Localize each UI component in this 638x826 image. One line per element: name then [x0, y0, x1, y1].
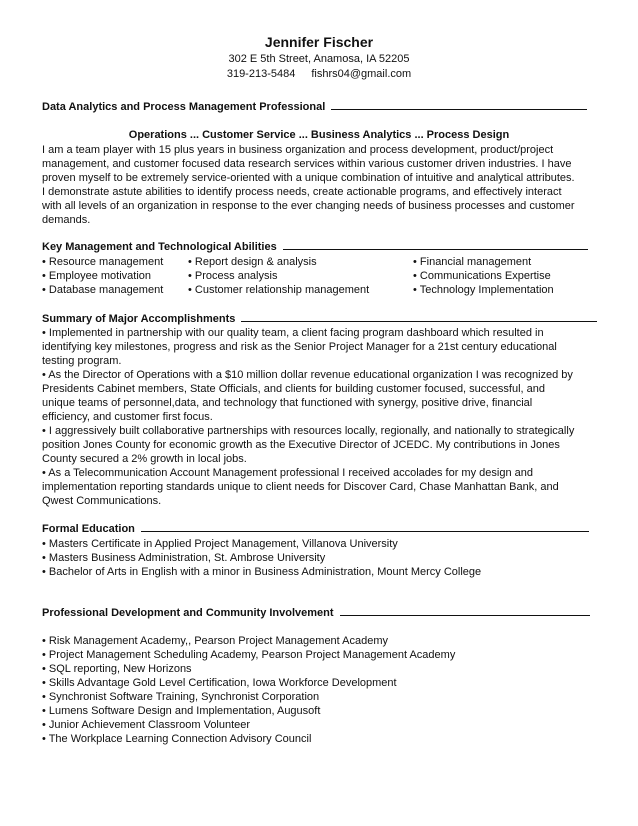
- email: fishrs04@gmail.com: [311, 68, 412, 80]
- development-item: • Project Management Scheduling Academy, Pearson Project Management Academy: [42, 649, 456, 661]
- ability-item: • Database management: [42, 284, 164, 296]
- accomplishment-line: Presidents Cabinet members, State Officials, and clients for building customer focused, successful, and: [42, 383, 545, 395]
- accomplishment-line: • As a Telecommunication Account Management professional I received accolades for my design and: [42, 467, 533, 479]
- accomplishment-line: Qwest Communications.: [42, 495, 162, 507]
- contact-line: [0, 68, 638, 80]
- education-item: • Bachelor of Arts in English with a minor in Business Administration, Mount Mercy College: [42, 566, 482, 578]
- heading-rule: [141, 531, 589, 532]
- accomplishments-heading-text: Summary of Major Accomplishments: [42, 313, 236, 325]
- development-item: • SQL reporting, New Horizons: [42, 663, 192, 675]
- phone: 319-213-5484: [226, 68, 296, 80]
- accomplishment-line: unique teams of personnel,data, and technology that functioned with synergy, positive drive, financial: [42, 397, 533, 409]
- summary-line: proven myself to be extremely service-oriented with a unique combination of intuitive and analytical attributes.: [42, 172, 575, 184]
- ability-item: • Communications Expertise: [413, 270, 551, 282]
- ability-item: • Financial management: [413, 256, 532, 268]
- summary-line: I demonstrate astute abilities to identify process needs, create actionable programs, and effectively interact: [42, 186, 562, 198]
- education-item: • Masters Certificate in Applied Project Management, Villanova University: [42, 538, 398, 550]
- accomplishment-line: efficiency, and customer first focus.: [42, 411, 213, 423]
- address: 302 E 5th Street, Anamosa, IA 52205: [228, 53, 410, 65]
- ability-item: • Customer relationship management: [188, 284, 370, 296]
- heading-rule: [340, 615, 590, 616]
- ability-item: • Report design & analysis: [188, 256, 317, 268]
- accomplishment-line: • Implemented in partnership with our quality team, a client facing program dashboard which resulted in: [42, 327, 544, 339]
- development-item: • Junior Achievement Classroom Volunteer: [42, 719, 251, 731]
- accomplishment-line: implementation reporting standards unique to client needs for Discover Card, Chase Manhattan Bank, and: [42, 481, 559, 493]
- heading-rule: [331, 109, 587, 110]
- accomplishments-heading: [42, 312, 597, 326]
- education-item: • Masters Business Administration, St. Ambrose University: [42, 552, 326, 564]
- accomplishment-line: • I aggressively built collaborative partnerships with resources locally, regionally, and nationally to strategically: [42, 425, 575, 437]
- accomplishment-line: identifying key milestones, progress and risk as the Senior Project Manager for a 21st century educational: [42, 341, 557, 353]
- summary-line: I am a team player with 15 plus years in business organization and process development, product/project: [42, 144, 554, 156]
- tagline: Operations ... Customer Service ... Business Analytics ... Process Design: [128, 129, 510, 141]
- summary-line: with all levels of an organization in response to the ever changing needs of business processes and customer: [42, 200, 575, 212]
- ability-item: • Employee motivation: [42, 270, 152, 282]
- accomplishment-line: County secured a 2% growth in local jobs.: [42, 453, 247, 465]
- ability-item: • Resource management: [42, 256, 164, 268]
- development-item: • The Workplace Learning Connection Advisory Council: [42, 733, 312, 745]
- accomplishment-line: testing program.: [42, 355, 122, 367]
- candidate-name: Jennifer Fischer: [264, 34, 374, 50]
- accomplishment-line: position Jones County for economic growth as the Executive Director of JCEDC. My contributions in Jones: [42, 439, 560, 451]
- heading-rule: [241, 321, 597, 322]
- summary-line: management, and customer focused data research services within various customer driven industries. I have: [42, 158, 572, 170]
- ability-item: • Process analysis: [188, 270, 278, 282]
- development-item: • Skills Advantage Gold Level Certification, Iowa Workforce Development: [42, 677, 397, 689]
- professional-title: [42, 100, 587, 114]
- development-item: • Synchronist Software Training, Synchronist Corporation: [42, 691, 320, 703]
- development-item: • Lumens Software Design and Implementation, Augusoft: [42, 705, 321, 717]
- education-heading: [42, 522, 589, 536]
- summary-line: demands.: [42, 214, 91, 226]
- heading-rule: [283, 249, 588, 250]
- professional-title-text: Data Analytics and Process Management Professional: [42, 101, 326, 113]
- development-heading: [42, 606, 590, 620]
- development-item: • Risk Management Academy,, Pearson Project Management Academy: [42, 635, 389, 647]
- development-heading-text: Professional Development and Community Involvement: [42, 607, 334, 619]
- abilities-heading: [42, 240, 588, 254]
- education-heading-text: Formal Education: [42, 523, 135, 535]
- abilities-heading-text: Key Management and Technological Abilities: [42, 241, 277, 253]
- ability-item: • Technology Implementation: [413, 284, 554, 296]
- accomplishment-line: • As the Director of Operations with a $10 million dollar revenue educational organization I was recognized by: [42, 369, 573, 381]
